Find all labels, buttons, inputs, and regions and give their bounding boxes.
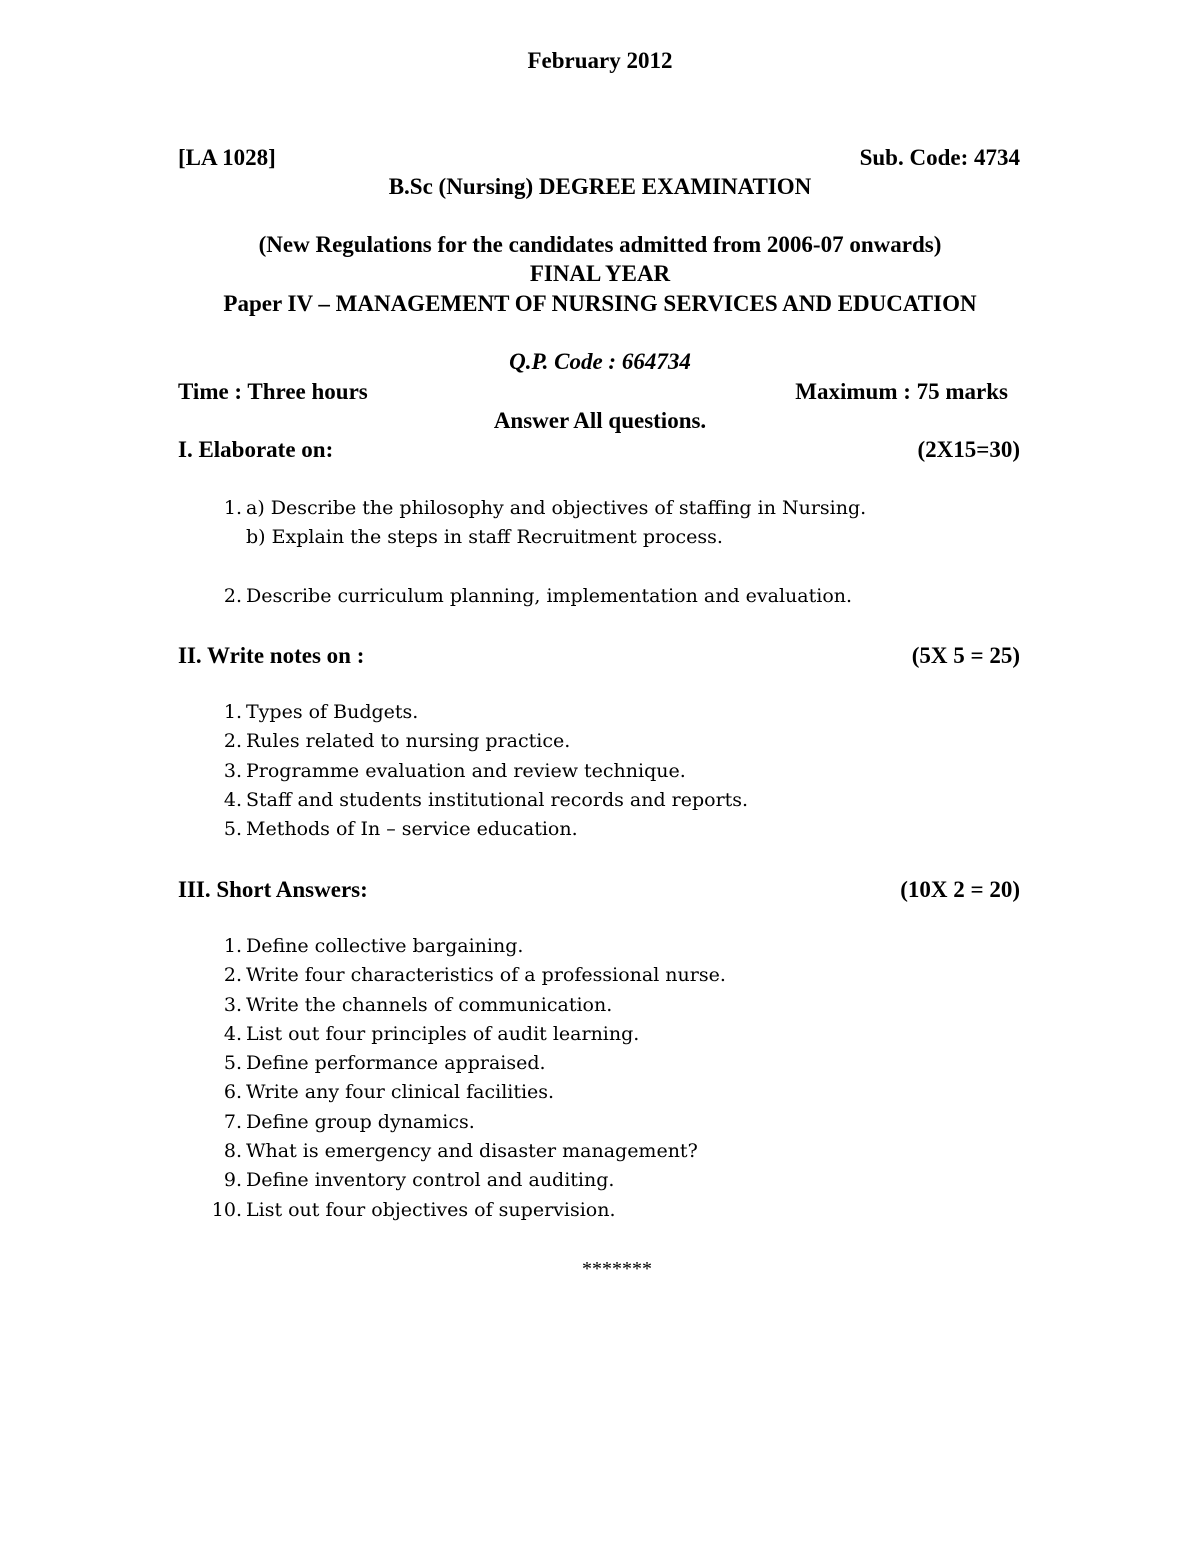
section-title: III. Short Answers:: [178, 877, 368, 902]
qp-code: Q.P. Code : 664734: [509, 349, 691, 374]
exam-date: February 2012: [527, 48, 673, 73]
exam-code: [LA 1028]: [178, 145, 276, 170]
max-marks: Maximum : 75 marks: [795, 379, 1008, 404]
end-of-paper-mark: *******: [582, 1258, 652, 1280]
section-marks: (10X 2 = 20): [900, 877, 1020, 902]
regulations-note: (New Regulations for the candidates admitted from 2006-07 onwards): [258, 232, 942, 257]
section-title: II. Write notes on :: [178, 643, 365, 668]
exam-time: Time : Three hours: [178, 379, 368, 404]
exam-paper: February 2012 [LA 1028] Sub. Code: 4734 B.Sc (Nursing) DEGREE EXAMINATION (New Regulations for the candidates admitted from 2006-07 onwards) FINAL YEAR Paper IV – MANAGEMENT OF NURSING SERVICES AND EDUCATION Q.P. Code : 664734 Time : Three hours Maximum : 75 marks Answer All questions. I. Elaborate on: (2X15=30) 1. a) Describe the philosophy and objectives of staffing in Nursing. b) Explain the steps in staff Recruitment process. 2. Describe curriculum planning, implementation and evaluation. II. Write notes on : (5X 5 = 25) 1. Types of Budgets. 2. Rules related to nursing practice. 3. Programme evaluation and review technique. 4. Staff and students institutional records and reports. 5. Methods of In – service education. III. Short Answers: (10X 2 = 20) 1. Define collective bargaining. 2. Write four characteristics of a professional nurse. 3. Write the channels of communication. 4. List out four principles of audit learning. 5. Define performance appraised. 6. Write any four clinical facilities. 7. Define group dynamics. 8. What is emergency and disaster management? 9. Define inventory control and auditing. 10. List out four objectives of supervision. *******: [0, 0, 1200, 1553]
section-marks: (2X15=30): [917, 437, 1020, 462]
subject-code: Sub. Code: 4734: [859, 145, 1020, 170]
section-title: I. Elaborate on:: [178, 437, 334, 462]
section-marks: (5X 5 = 25): [911, 643, 1020, 668]
instruction: Answer All questions.: [493, 408, 707, 433]
year-label: FINAL YEAR: [529, 261, 671, 286]
exam-title: B.Sc (Nursing) DEGREE EXAMINATION: [388, 174, 812, 199]
paper-title: Paper IV – MANAGEMENT OF NURSING SERVICES AND EDUCATION: [223, 291, 977, 316]
